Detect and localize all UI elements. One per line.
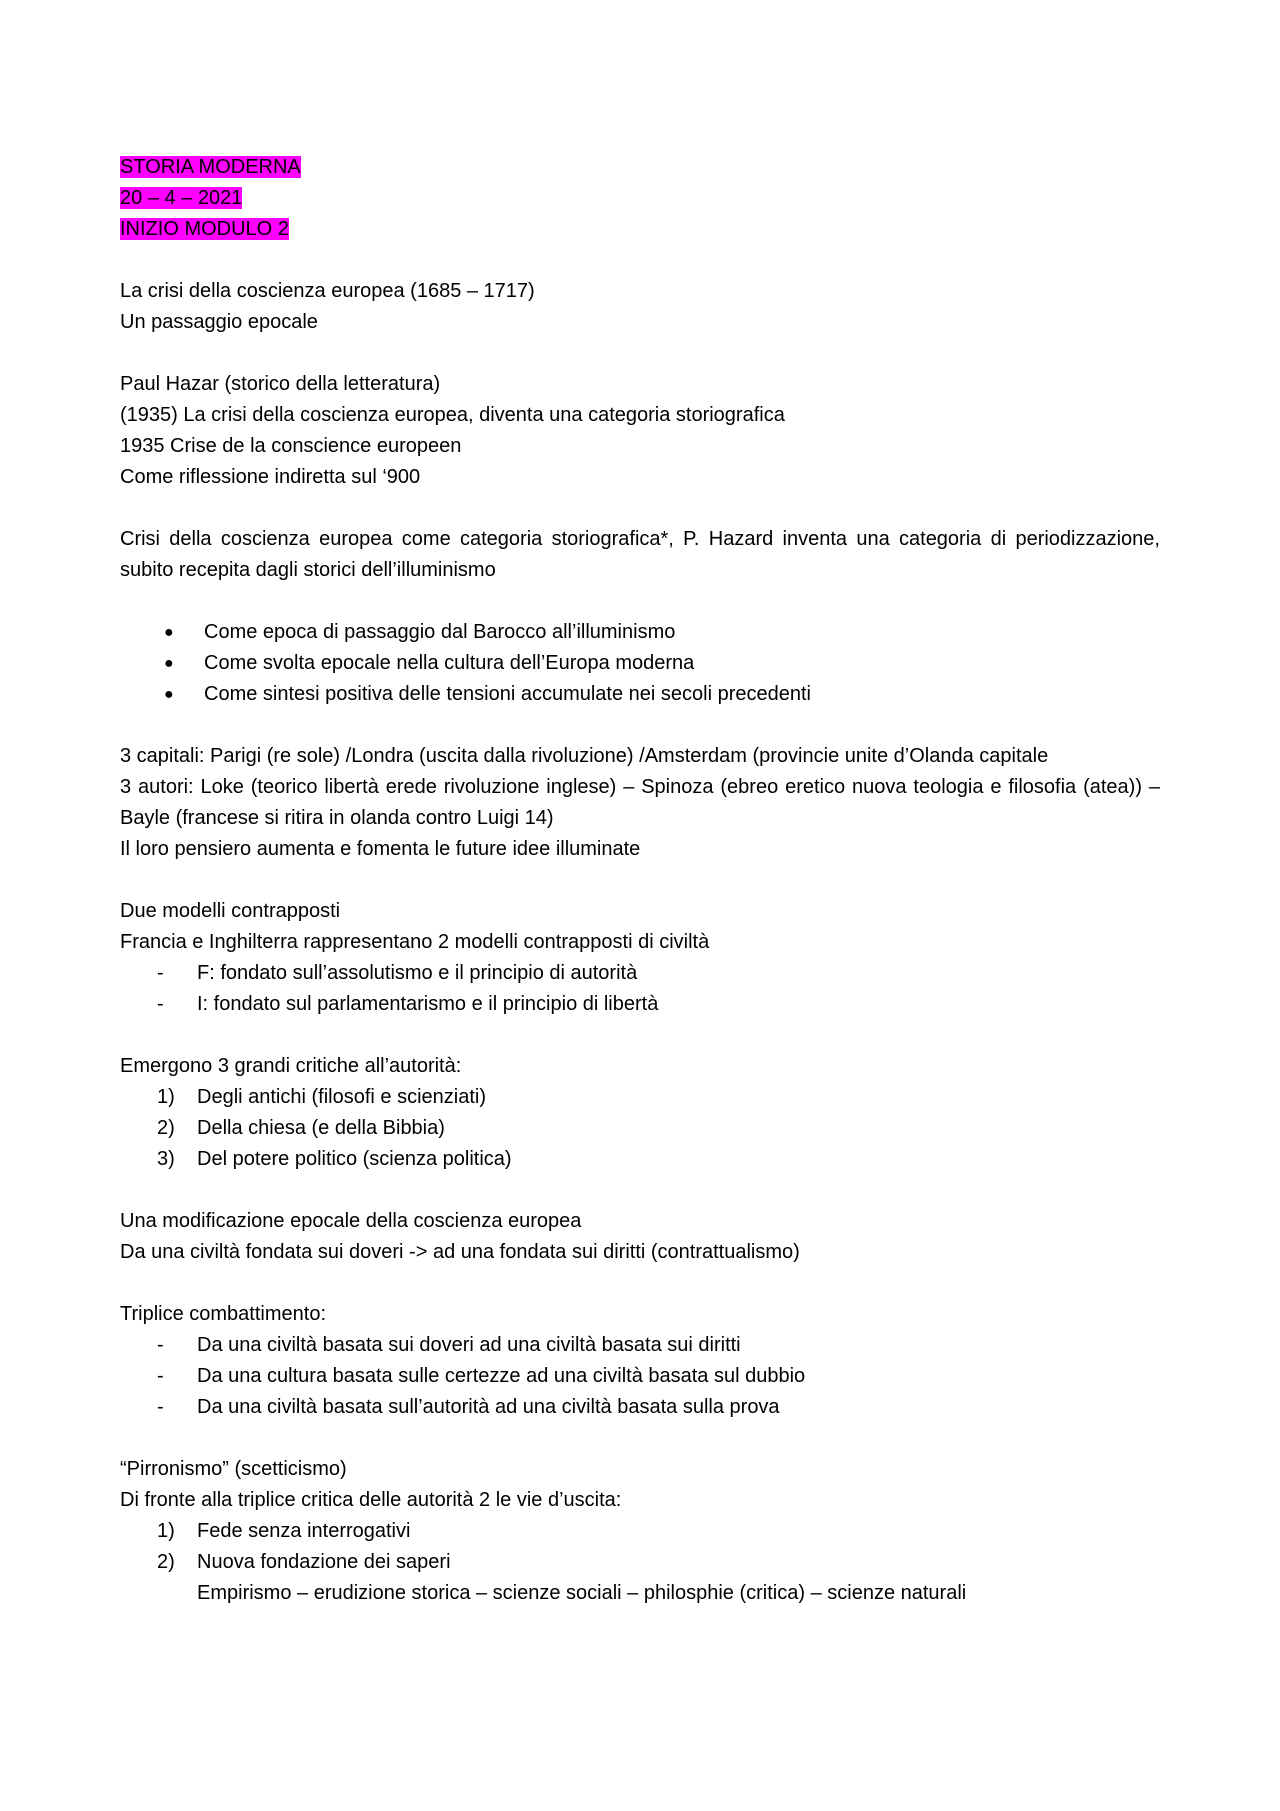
- header-module: INIZIO MODULO 2: [120, 218, 289, 240]
- spacer: [120, 865, 1160, 896]
- list-item: ● Come epoca di passaggio dal Barocco all’illuminismo: [120, 617, 1160, 648]
- text-line: Da una civiltà fondata sui doveri -> ad una fondata sui diritti (contrattualismo): [120, 1241, 800, 1263]
- spacer: [120, 493, 1160, 524]
- dash-marker: -: [157, 1365, 164, 1387]
- spacer: [120, 1020, 1160, 1051]
- text-line: 1935 Crise de la conscience europeen: [120, 435, 462, 457]
- paragraph-crisi: Crisi della coscienza europea come categoria storiografica*, P. Hazard inventa una categoria di periodizzazione, subito recepita dagli storici dell’illuminismo: [120, 528, 1160, 581]
- list-item: - F: fondato sull’assolutismo e il principio di autorità: [120, 958, 1160, 989]
- list-item: 2) Della chiesa (e della Bibbia): [120, 1113, 1160, 1144]
- list-item: - Da una civiltà basata sull’autorità ad una civiltà basata sulla prova: [120, 1392, 1160, 1423]
- spacer: [120, 710, 1160, 741]
- dash-marker: -: [157, 1334, 164, 1356]
- spacer: [120, 1423, 1160, 1454]
- list-item: ● Come sintesi positiva delle tensioni accumulate nei secoli precedenti: [120, 679, 1160, 710]
- text-line: Il loro pensiero aumenta e fomenta le future idee illuminate: [120, 838, 641, 860]
- paragraph-autori: 3 autori: Loke (teorico libertà erede rivoluzione inglese) – Spinoza (ebreo eretico nuova teologia e filosofia (atea)) – Bayle (francese si ritira in olanda contro Luigi 14): [120, 776, 1160, 829]
- dash-marker: -: [157, 993, 164, 1015]
- text-line: Empirismo – erudizione storica – scienze sociali – philosphie (critica) – scienze naturali: [197, 1582, 967, 1604]
- number-marker: 1): [157, 1520, 175, 1542]
- bullet-icon: ●: [164, 624, 174, 641]
- spacer: [120, 245, 1160, 276]
- list-item: ● Come svolta epocale nella cultura dell’Europa moderna: [120, 648, 1160, 679]
- text-line: Emergono 3 grandi critiche all’autorità:: [120, 1055, 462, 1077]
- spacer: [120, 586, 1160, 617]
- list-item: - I: fondato sul parlamentarismo e il principio di libertà: [120, 989, 1160, 1020]
- text-line: (1935) La crisi della coscienza europea, diventa una categoria storiografica: [120, 404, 785, 426]
- bullet-list: [120, 617, 1160, 710]
- section-title: La crisi della coscienza europea (1685 – 1717): [120, 280, 535, 302]
- spacer: [120, 1268, 1160, 1299]
- dash-marker: -: [157, 962, 164, 984]
- list-item: - Da una civiltà basata sui doveri ad una civiltà basata sui diritti: [120, 1330, 1160, 1361]
- list-item: 2) Nuova fondazione dei saperi: [120, 1547, 1160, 1578]
- section-subtitle: Un passaggio epocale: [120, 311, 318, 333]
- spacer: [120, 1175, 1160, 1206]
- number-marker: 3): [157, 1148, 175, 1170]
- text-line: “Pirronismo” (scetticismo): [120, 1458, 347, 1480]
- text-line: Paul Hazar (storico della letteratura): [120, 373, 441, 395]
- text-line: Di fronte alla triplice critica delle autorità 2 le vie d’uscita:: [120, 1489, 622, 1511]
- header-course: STORIA MODERNA: [120, 156, 301, 178]
- number-marker: 2): [157, 1117, 175, 1139]
- list-item: 1) Fede senza interrogativi: [120, 1516, 1160, 1547]
- text-line: Francia e Inghilterra rappresentano 2 modelli contrapposti di civiltà: [120, 931, 710, 953]
- bullet-icon: ●: [164, 655, 174, 672]
- header-date: 20 – 4 – 2021: [120, 187, 243, 209]
- bullet-icon: ●: [164, 686, 174, 703]
- text-line: Come riflessione indiretta sul ‘900: [120, 466, 421, 488]
- text-line: Triplice combattimento:: [120, 1303, 326, 1325]
- spacer: [120, 338, 1160, 369]
- list-item: - Da una cultura basata sulle certezze ad una civiltà basata sul dubbio: [120, 1361, 1160, 1392]
- number-marker: 1): [157, 1086, 175, 1108]
- list-item: 3) Del potere politico (scienza politica): [120, 1144, 1160, 1175]
- dash-marker: -: [157, 1396, 164, 1418]
- text-line: Una modificazione epocale della coscienza europea: [120, 1210, 582, 1232]
- text-line: 3 capitali: Parigi (re sole) /Londra (uscita dalla rivoluzione) /Amsterdam (provincie unite d’Olanda capitale: [120, 745, 1049, 767]
- list-item: 1) Degli antichi (filosofi e scienziati): [120, 1082, 1160, 1113]
- text-line: Due modelli contrapposti: [120, 900, 341, 922]
- number-marker: 2): [157, 1551, 175, 1573]
